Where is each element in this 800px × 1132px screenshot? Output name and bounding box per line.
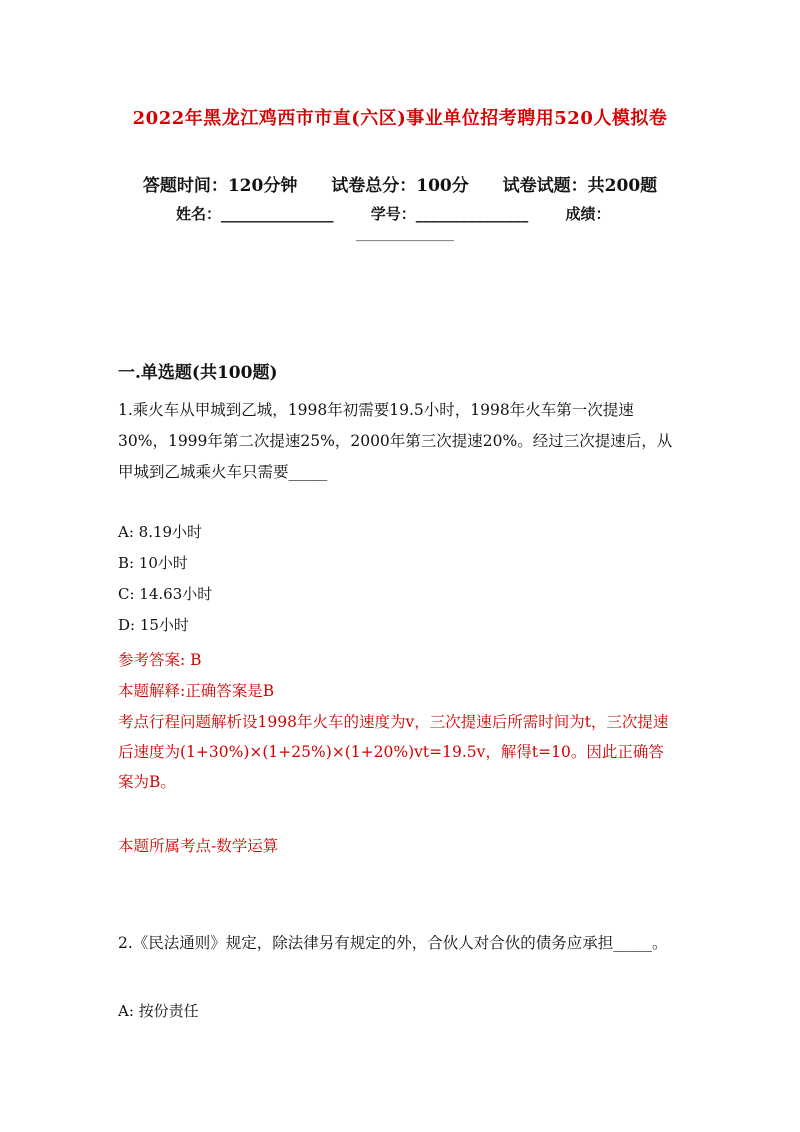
question-1-option-c: C: 14.63小时	[118, 585, 213, 603]
question-1-option-a: A: 8.19小时	[118, 523, 203, 541]
question-1-option-d: D: 15小时	[118, 616, 189, 634]
exam-count: 试卷试题：共200题	[502, 176, 658, 196]
question-1-option-b: B: 10小时	[118, 554, 188, 572]
question-1-explanation: 考点行程问题解析设1998年火车的速度为v，三次提速后所需时间为t，三次提速后速度为(1+30%)×(1+25%)×(1+20%)vt=19.5v，解得t=10。因此正确答案为B。	[118, 713, 669, 791]
id-field: 学号：_______________	[370, 205, 529, 223]
question-2-stem: 2.《民法通则》规定，除法律另有规定的外，合伙人对合伙的债务应承担_____。	[118, 934, 668, 952]
question-1-explain-title: 本题解释:正确答案是B	[118, 682, 275, 700]
exam-meta	[0, 171, 800, 196]
name-field: 姓名：_______________	[176, 205, 334, 223]
question-1-answer: 参考答案: B	[118, 651, 202, 669]
section-heading: 一.单选题(共100题)	[118, 363, 278, 383]
question-1-topic: 本题所属考点-数学运算	[118, 837, 279, 855]
exam-score: 试卷总分：100分	[331, 176, 469, 196]
grade-line: ______________	[356, 226, 454, 242]
student-info	[176, 203, 643, 224]
exam-time: 答题时间：120分钟	[142, 176, 298, 196]
question-2-option-a: A: 按份责任	[118, 1002, 199, 1020]
question-1-stem: 1.乘火车从甲城到乙城，1998年初需要19.5小时，1998年火车第一次提速30%，1999年第二次提速25%，2000年第三次提速20%。经过三次提速后，从甲城到乙城乘火车只需要_____	[118, 401, 673, 481]
grade-field: 成绩：	[565, 205, 611, 223]
page-title: 2022年黑龙江鸡西市市直(六区)事业单位招考聘用520人模拟卷	[132, 108, 668, 129]
